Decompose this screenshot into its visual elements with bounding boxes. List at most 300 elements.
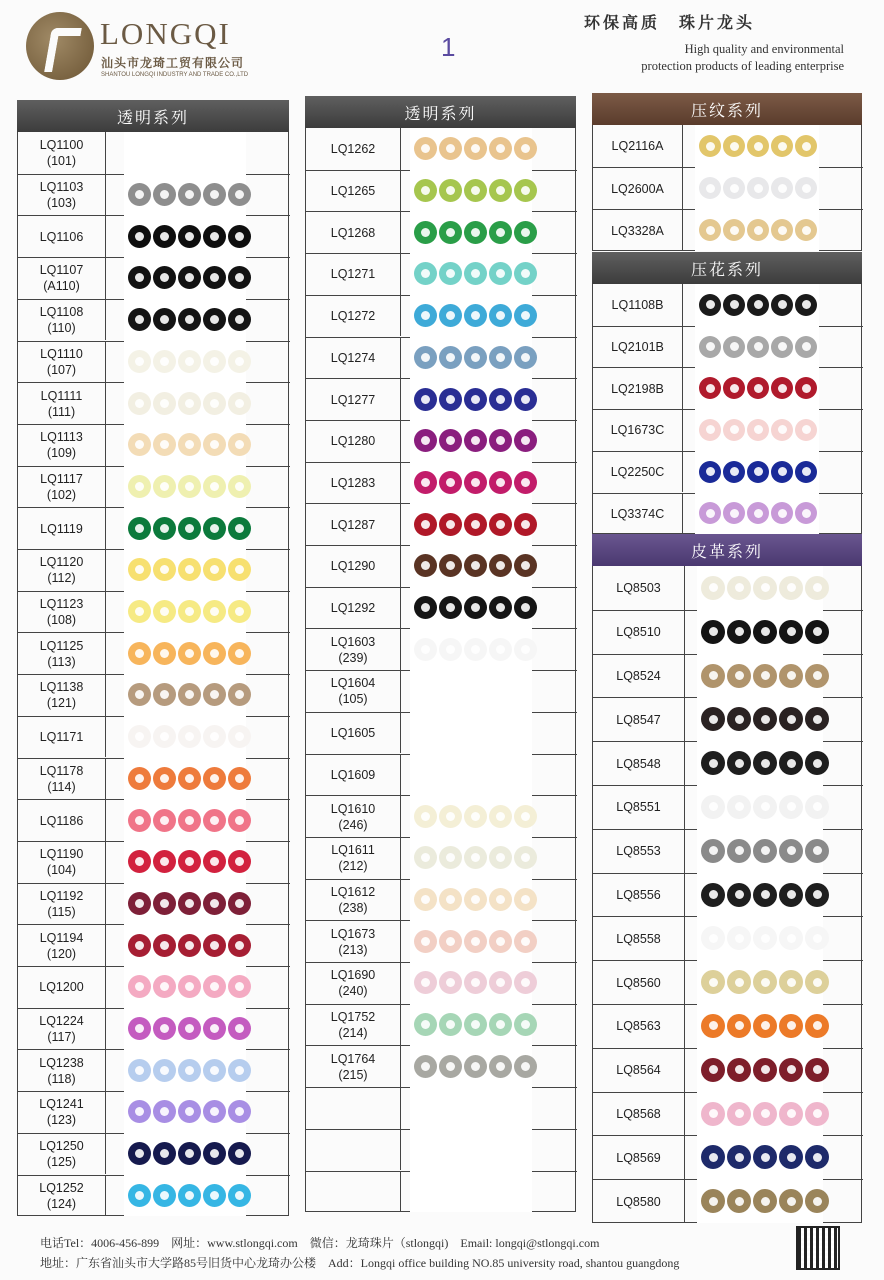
product-code-cell <box>306 1005 401 1046</box>
sequin-swatch <box>228 225 251 248</box>
sequin-swatch <box>805 664 829 688</box>
sequin-swatch <box>203 767 226 790</box>
product-code: LQ1265 <box>330 184 376 199</box>
sequin-swatch <box>489 388 512 411</box>
sequin-swatch <box>414 179 437 202</box>
sequin-swatch <box>128 725 151 748</box>
series-header: 透明系列 <box>17 100 289 132</box>
sequin-swatch <box>128 1184 151 1207</box>
product-code: LQ1250 <box>39 1139 84 1154</box>
sequin-swatch <box>489 554 512 577</box>
sequin-swatch <box>439 638 462 661</box>
sequin-swatch <box>805 620 829 644</box>
product-code-cell <box>593 830 685 873</box>
product-code-cell <box>306 1130 401 1171</box>
company-name-cn: 汕头市龙琦工贸有限公司 <box>101 56 245 70</box>
product-code: LQ1103 <box>39 180 84 195</box>
sequin-swatch <box>439 1055 462 1078</box>
product-code: LQ1125 <box>39 638 84 653</box>
sequin-swatch <box>178 767 201 790</box>
product-code: LQ2198B <box>611 381 664 396</box>
sequin-swatch <box>128 1142 151 1165</box>
product-code: LQ1238 <box>39 1055 84 1070</box>
product-code-cell <box>18 1050 106 1091</box>
product-code: LQ1110 <box>40 346 83 361</box>
sequin-swatch <box>805 1102 829 1126</box>
sequin-swatch <box>489 888 512 911</box>
sequin-swatch <box>723 502 745 524</box>
sequin-swatch <box>489 971 512 994</box>
product-code: LQ8524 <box>616 668 661 683</box>
sequin-swatch <box>128 350 151 373</box>
product-code-cell <box>18 175 106 216</box>
sequin-swatch <box>128 809 151 832</box>
sequin-swatch <box>753 1058 777 1082</box>
product-code: LQ1611 <box>331 843 375 858</box>
sequin-swatch <box>701 1102 725 1126</box>
sequin-swatch <box>795 461 817 483</box>
product-code-cell <box>18 592 106 633</box>
product-code: LQ1108 <box>39 305 84 320</box>
sequin-swatch <box>701 1058 725 1082</box>
sequin-swatch <box>203 475 226 498</box>
sample-strip <box>695 125 819 251</box>
sequin-swatch <box>153 892 176 915</box>
sequin-swatch <box>128 975 151 998</box>
product-subcode: (214) <box>338 1026 368 1041</box>
product-code: LQ1117 <box>40 471 83 486</box>
sequin-swatch <box>805 839 829 863</box>
sequin-swatch <box>805 970 829 994</box>
sequin-swatch <box>153 767 176 790</box>
sequin-swatch <box>439 346 462 369</box>
sequin-swatch <box>228 517 251 540</box>
product-code-cell <box>593 917 685 960</box>
sequin-swatch <box>489 805 512 828</box>
product-code: LQ8551 <box>616 800 661 815</box>
sequin-swatch <box>464 596 487 619</box>
sequin-swatch <box>464 888 487 911</box>
sequin-swatch <box>153 975 176 998</box>
sequin-swatch <box>747 177 769 199</box>
product-code-cell <box>306 671 401 712</box>
product-code-cell <box>593 655 685 698</box>
sequin-swatch <box>439 513 462 536</box>
sequin-swatch <box>805 883 829 907</box>
sequin-swatch <box>439 805 462 828</box>
sequin-swatch <box>178 683 201 706</box>
sequin-swatch <box>439 554 462 577</box>
product-subcode: (113) <box>47 654 76 669</box>
sequin-swatch <box>439 262 462 285</box>
sequin-swatch <box>464 638 487 661</box>
sequin-swatch <box>203 433 226 456</box>
product-code: LQ8580 <box>616 1194 661 1209</box>
product-code-cell <box>306 1046 401 1087</box>
sequin-swatch <box>203 975 226 998</box>
product-code: LQ8569 <box>616 1150 661 1165</box>
series-table <box>592 125 862 251</box>
sequin-swatch <box>414 554 437 577</box>
sequin-swatch <box>805 751 829 775</box>
sequin-swatch <box>128 433 151 456</box>
product-subcode: (A110) <box>43 279 80 294</box>
sequin-swatch <box>128 266 151 289</box>
sequin-swatch <box>723 219 745 241</box>
sequin-swatch <box>178 308 201 331</box>
product-code-cell <box>18 550 106 591</box>
sequin-swatch <box>779 883 803 907</box>
product-code: LQ1106 <box>39 229 84 244</box>
sequin-swatch <box>414 930 437 953</box>
product-code: LQ1190 <box>39 847 84 862</box>
sequin-swatch <box>771 377 793 399</box>
sequin-swatch <box>514 346 537 369</box>
product-code: LQ1100 <box>39 137 84 152</box>
sequin-swatch <box>439 388 462 411</box>
product-code: LQ8563 <box>616 1019 661 1034</box>
footer-contact-line: 电话Tel：4006-456-899 网址：www.stlongqi.com 微信：龙琦珠片（stlongqi) Email: longqi@stlongqi.com <box>40 1236 600 1250</box>
sequin-swatch <box>489 429 512 452</box>
sequin-swatch <box>414 262 437 285</box>
product-code: LQ1290 <box>330 559 376 574</box>
product-code: LQ8547 <box>616 712 661 727</box>
sequin-swatch <box>747 219 769 241</box>
product-code: LQ1610 <box>330 801 376 816</box>
sequin-swatch <box>747 461 769 483</box>
sequin-swatch <box>228 1184 251 1207</box>
sequin-swatch <box>128 183 151 206</box>
sequin-swatch <box>727 620 751 644</box>
product-code-cell <box>593 368 683 409</box>
sequin-swatch <box>753 620 777 644</box>
product-code: LQ2250C <box>610 465 665 480</box>
product-code-cell <box>593 327 683 368</box>
sample-strip <box>697 566 823 1223</box>
sequin-swatch <box>153 683 176 706</box>
sequin-swatch <box>153 558 176 581</box>
sequin-swatch <box>464 513 487 536</box>
sequin-swatch <box>228 1142 251 1165</box>
product-code: LQ1186 <box>39 813 84 828</box>
sequin-swatch <box>514 930 537 953</box>
sequin-swatch <box>805 1014 829 1038</box>
sequin-swatch <box>779 576 803 600</box>
product-code-cell <box>593 210 683 251</box>
product-code-cell <box>306 254 401 295</box>
sequin-swatch <box>153 1017 176 1040</box>
sequin-swatch <box>771 419 793 441</box>
sequin-swatch <box>439 1013 462 1036</box>
sequin-swatch <box>153 183 176 206</box>
product-code-cell <box>306 171 401 212</box>
product-code: LQ1612 <box>330 884 376 899</box>
sequin-swatch <box>128 892 151 915</box>
sequin-swatch <box>153 308 176 331</box>
sequin-swatch <box>464 805 487 828</box>
sequin-swatch <box>795 294 817 316</box>
product-code: LQ1603 <box>330 634 376 649</box>
sequin-swatch <box>489 638 512 661</box>
product-code-cell <box>306 838 401 879</box>
sequin-swatch <box>489 346 512 369</box>
sequin-swatch <box>439 846 462 869</box>
sequin-swatch <box>203 308 226 331</box>
product-subcode: (105) <box>338 692 368 707</box>
sequin-swatch <box>489 221 512 244</box>
sequin-swatch <box>414 429 437 452</box>
product-subcode: (102) <box>46 487 77 502</box>
product-code-cell <box>306 713 401 754</box>
sequin-swatch <box>464 137 487 160</box>
sequin-swatch <box>203 266 226 289</box>
product-code-cell <box>18 1009 106 1050</box>
sequin-swatch <box>723 461 745 483</box>
sequin-swatch <box>753 1145 777 1169</box>
sequin-swatch <box>128 308 151 331</box>
sequin-swatch <box>464 262 487 285</box>
sequin-swatch <box>178 433 201 456</box>
product-code-cell <box>306 421 401 462</box>
sequin-swatch <box>178 183 201 206</box>
sequin-swatch <box>178 517 201 540</box>
sequin-swatch <box>464 554 487 577</box>
sequin-swatch <box>153 725 176 748</box>
product-code-cell <box>306 629 401 670</box>
sequin-swatch <box>795 177 817 199</box>
sequin-swatch <box>701 1189 725 1213</box>
product-subcode: (107) <box>46 362 77 377</box>
product-code-cell <box>18 1134 106 1175</box>
slogan-cn: 环保高质 珠片龙头 <box>584 15 756 32</box>
slogan-en-line2: protection products of leading enterprise <box>641 59 844 73</box>
product-subcode: (117) <box>47 1030 76 1045</box>
series-header: 皮革系列 <box>592 534 862 566</box>
sequin-swatch <box>701 664 725 688</box>
sequin-swatch <box>414 304 437 327</box>
sequin-swatch <box>805 1189 829 1213</box>
sequin-swatch <box>228 1017 251 1040</box>
sequin-swatch <box>439 304 462 327</box>
product-subcode: (215) <box>338 1067 368 1082</box>
sequin-swatch <box>464 930 487 953</box>
sequin-swatch <box>701 795 725 819</box>
sequin-swatch <box>228 809 251 832</box>
product-code-cell <box>18 675 106 716</box>
sequin-swatch <box>464 179 487 202</box>
product-code-cell <box>18 1092 106 1133</box>
sequin-swatch <box>779 839 803 863</box>
product-code: LQ8510 <box>616 625 661 640</box>
sequin-swatch <box>753 795 777 819</box>
sequin-swatch <box>464 1013 487 1036</box>
sequin-swatch <box>723 135 745 157</box>
sequin-swatch <box>128 934 151 957</box>
sequin-swatch <box>153 225 176 248</box>
product-subcode: (103) <box>46 196 77 211</box>
product-subcode: (123) <box>46 1113 77 1128</box>
product-code: LQ8564 <box>616 1063 661 1078</box>
product-code: LQ1224 <box>39 1014 84 1029</box>
sequin-swatch <box>203 850 226 873</box>
product-code-cell <box>593 611 685 654</box>
product-code-cell <box>18 300 106 341</box>
sequin-swatch <box>747 502 769 524</box>
product-subcode: (238) <box>338 900 368 915</box>
product-code: LQ8548 <box>616 756 661 771</box>
product-code: LQ1268 <box>330 225 376 240</box>
sequin-swatch <box>723 336 745 358</box>
product-subcode: (120) <box>46 946 77 961</box>
sequin-swatch <box>178 1142 201 1165</box>
sequin-swatch <box>747 336 769 358</box>
sequin-swatch <box>771 219 793 241</box>
product-code-cell <box>593 284 683 326</box>
product-code: LQ1292 <box>330 601 376 616</box>
product-code: LQ1673C <box>610 423 665 438</box>
sequin-swatch <box>727 970 751 994</box>
product-code-cell <box>18 884 106 925</box>
sequin-swatch <box>779 926 803 950</box>
sequin-swatch <box>753 1102 777 1126</box>
product-code-cell <box>306 963 401 1004</box>
sequin-swatch <box>779 795 803 819</box>
sequin-swatch <box>153 392 176 415</box>
sequin-swatch <box>128 767 151 790</box>
product-code: LQ1119 <box>40 521 83 536</box>
product-code-cell <box>306 1088 401 1129</box>
product-code: LQ1107 <box>39 263 84 278</box>
product-code: LQ1274 <box>330 350 376 365</box>
product-code-cell <box>306 546 401 587</box>
sequin-swatch <box>489 1013 512 1036</box>
sequin-swatch <box>727 664 751 688</box>
sequin-swatch <box>153 266 176 289</box>
product-code: LQ2600A <box>611 181 664 196</box>
sequin-swatch <box>489 137 512 160</box>
sequin-swatch <box>701 576 725 600</box>
sequin-swatch <box>414 346 437 369</box>
sequin-swatch <box>701 707 725 731</box>
product-code-cell <box>18 717 106 758</box>
sequin-swatch <box>228 767 251 790</box>
sequin-swatch <box>128 642 151 665</box>
sequin-swatch <box>128 1100 151 1123</box>
product-code-cell <box>18 216 106 257</box>
company-logo <box>26 12 94 80</box>
series-table <box>592 566 862 1223</box>
sequin-swatch <box>178 558 201 581</box>
sequin-swatch <box>414 846 437 869</box>
sequin-swatch <box>805 795 829 819</box>
series-header: 压纹系列 <box>592 93 862 125</box>
sequin-swatch <box>727 1102 751 1126</box>
product-code-cell <box>306 796 401 837</box>
product-code: LQ1673 <box>330 926 376 941</box>
sequin-swatch <box>699 135 721 157</box>
sequin-swatch <box>439 221 462 244</box>
sequin-swatch <box>795 135 817 157</box>
sequin-swatch <box>203 517 226 540</box>
product-code-cell <box>18 425 106 466</box>
sequin-swatch <box>203 350 226 373</box>
product-subcode: (101) <box>46 153 77 168</box>
sequin-swatch <box>727 1145 751 1169</box>
sequin-swatch <box>228 392 251 415</box>
product-code: LQ1113 <box>40 430 83 445</box>
sequin-swatch <box>203 934 226 957</box>
sequin-swatch <box>178 350 201 373</box>
sequin-swatch <box>203 809 226 832</box>
sequin-swatch <box>178 1184 201 1207</box>
sequin-swatch <box>753 926 777 950</box>
sequin-swatch <box>727 839 751 863</box>
sequin-swatch <box>514 179 537 202</box>
sequin-swatch <box>153 517 176 540</box>
product-code-cell <box>593 1049 685 1092</box>
sequin-swatch <box>747 377 769 399</box>
sequin-swatch <box>753 839 777 863</box>
product-code-cell <box>306 379 401 420</box>
sequin-swatch <box>771 294 793 316</box>
product-code-cell <box>593 961 685 1004</box>
product-code: LQ1171 <box>39 730 84 745</box>
product-code-cell <box>306 880 401 921</box>
sequin-swatch <box>771 461 793 483</box>
product-code-cell <box>18 467 106 508</box>
product-subcode: (115) <box>47 904 76 919</box>
sequin-swatch <box>414 596 437 619</box>
product-subcode: (104) <box>46 863 77 878</box>
sequin-swatch <box>514 513 537 536</box>
product-code: LQ1108B <box>611 297 664 312</box>
sequin-swatch <box>153 1059 176 1082</box>
product-code: LQ1272 <box>330 309 376 324</box>
product-code: LQ1192 <box>39 888 84 903</box>
sequin-swatch <box>414 805 437 828</box>
sequin-swatch <box>178 1059 201 1082</box>
sequin-swatch <box>414 221 437 244</box>
sequin-swatch <box>439 429 462 452</box>
product-code: LQ1277 <box>330 392 376 407</box>
product-code: LQ2101B <box>611 340 664 355</box>
brand-name: LONGQI <box>100 16 231 51</box>
product-subcode: (112) <box>47 571 76 586</box>
sequin-swatch <box>779 620 803 644</box>
sequin-swatch <box>178 642 201 665</box>
sequin-swatch <box>489 304 512 327</box>
product-code: LQ1283 <box>330 475 376 490</box>
product-code: LQ3374C <box>610 506 665 521</box>
sequin-swatch <box>753 1189 777 1213</box>
sequin-swatch <box>753 576 777 600</box>
product-code-cell <box>18 759 106 800</box>
product-subcode: (125) <box>46 1155 77 1170</box>
sequin-swatch <box>464 429 487 452</box>
sequin-swatch <box>795 419 817 441</box>
sequin-swatch <box>439 137 462 160</box>
sequin-swatch <box>753 707 777 731</box>
series-header: 压花系列 <box>592 252 862 284</box>
slogan-en-line1: High quality and environmental <box>684 42 844 56</box>
sequin-swatch <box>203 1184 226 1207</box>
sequin-swatch <box>153 475 176 498</box>
sequin-swatch <box>128 850 151 873</box>
sequin-swatch <box>779 1058 803 1082</box>
sequin-swatch <box>701 620 725 644</box>
sequin-swatch <box>753 751 777 775</box>
product-code-cell <box>593 168 683 209</box>
